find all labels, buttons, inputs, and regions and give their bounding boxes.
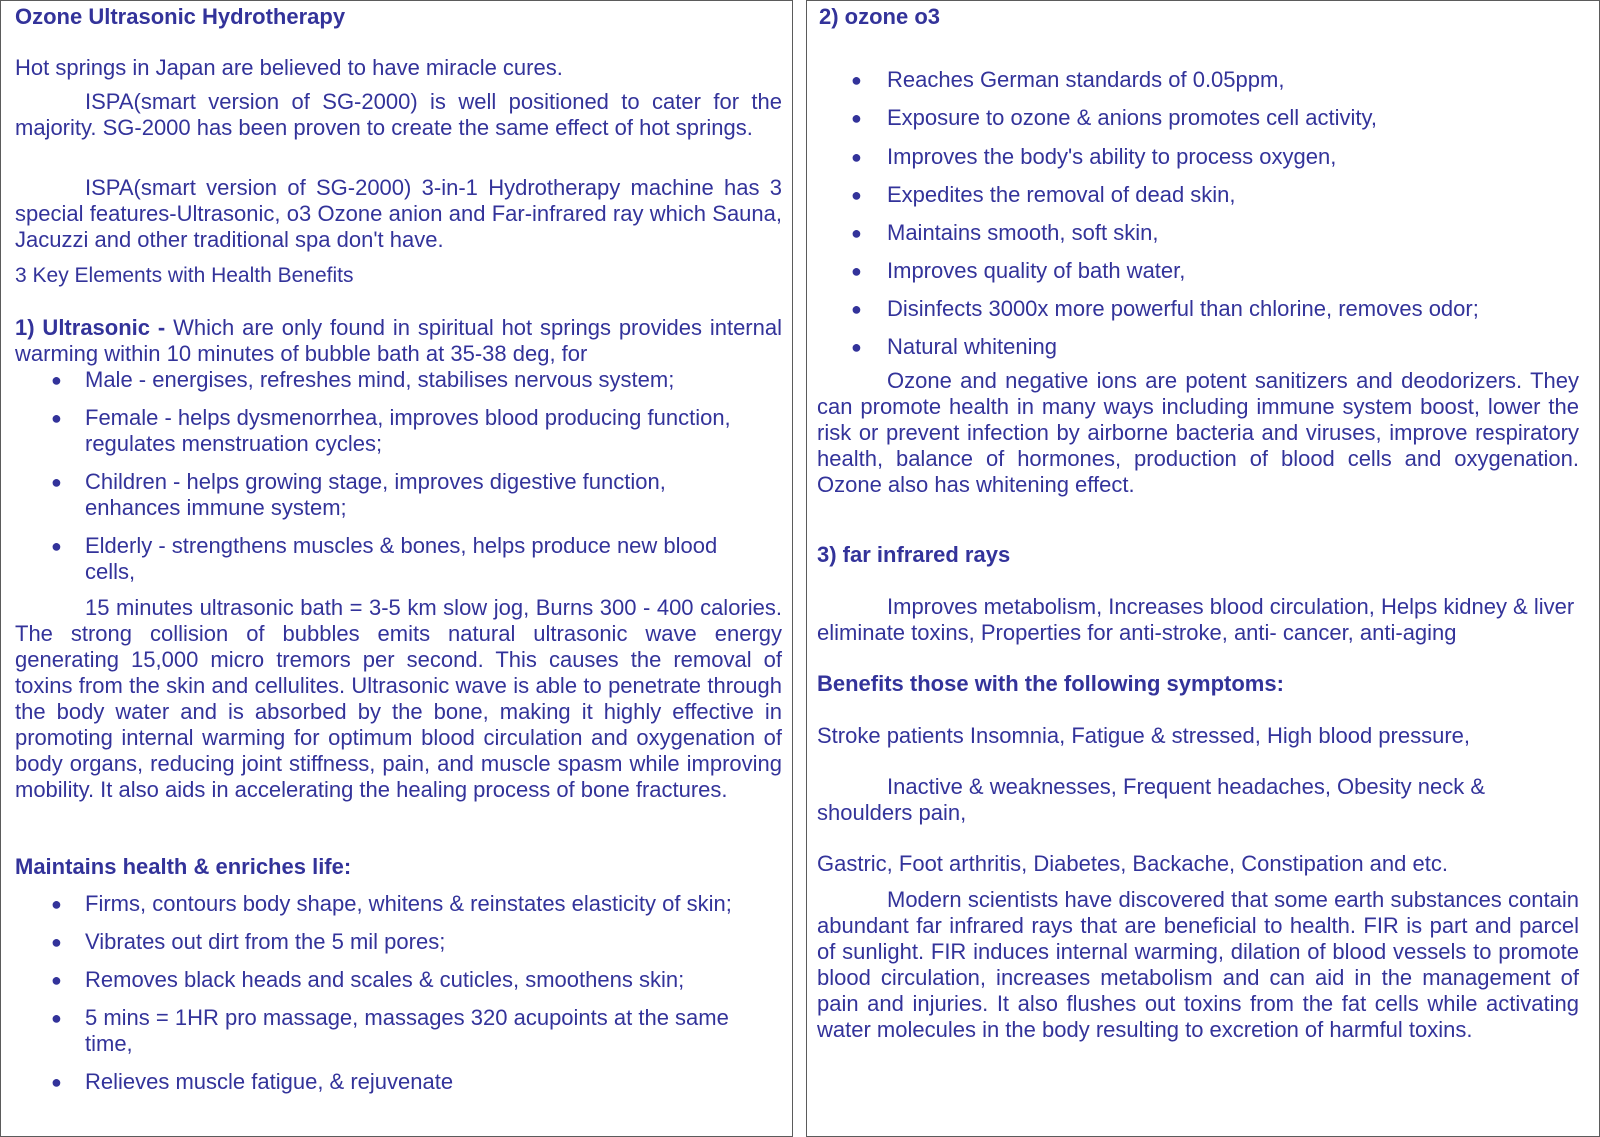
ultrasonic-heading: 1) Ultrasonic - [15,315,166,340]
bullet-icon: ● [851,223,862,243]
list-item: Male - energises, refreshes mind, stabilises nervous system; [85,367,675,392]
bullet-icon: ● [51,1072,62,1092]
bullet-icon: ● [51,1008,62,1028]
ultrasonic-section [15,315,782,367]
ispa-paragraph-2: ISPA(smart version of SG-2000) 3-in-1 Hydrotherapy machine has 3 special features-Ultrasonic, o3 Ozone anion and Far-infrared ray which Sauna, Jacuzzi and other traditional spa don't have. [15,175,782,252]
fir-heading: 3) far infrared rays [817,542,1011,567]
bullet-icon: ● [851,185,862,205]
list-item: Expedites the removal of dead skin, [887,182,1236,207]
list-item: 5 mins = 1HR pro massage, massages 320 acupoints at the same time, [85,1005,729,1056]
symptoms-line-2: Inactive & weaknesses, Frequent headaches, Obesity neck & shoulders pain, [817,774,1485,825]
intro-text: Hot springs in Japan are believed to have miracle cures. [15,55,563,80]
ozone-paragraph: Ozone and negative ions are potent sanitizers and deodorizers. They can promote health in many ways including immune system boost, lower the risk or prevent infection by airborne bacteria and viruses, improve respiratory health, balance of hormones, production of blood cells and oxygenation. Ozone also has whitening effect. [817,368,1579,497]
list-item: Disinfects 3000x more powerful than chlorine, removes odor; [887,296,1479,321]
bullet-icon: ● [851,337,862,357]
bullet-icon: ● [51,932,62,952]
list-item: Firms, contours body shape, whitens & reinstates elasticity of skin; [85,891,732,916]
list-item: Removes black heads and scales & cuticles, smoothens skin; [85,967,685,992]
bullet-icon: ● [851,299,862,319]
ultrasonic-intro: Which are only found in spiritual hot springs provides internal warming within 10 minutes of bubble bath at 35-38 deg, for [15,315,782,366]
ultrasonic-paragraph: 15 minutes ultrasonic bath = 3-5 km slow jog, Burns 300 - 400 calories. The strong collision of bubbles emits natural ultrasonic wave energy generating 15,000 micro tremors per second. This causes the removal of toxins from the skin and cellulites. Ultrasonic wave is able to penetrate through the body water and is absorbed by the bone, making it highly effective in promoting internal warming for optimum blood circulation and oxygenation of body organs, reducing joint stiffness, pain, and muscle spasm while improving mobility. It also aids in accelerating the healing process of bone fractures. [15,595,782,802]
bullet-icon: ● [51,408,62,428]
fir-paragraph-2: Modern scientists have discovered that some earth substances contain abundant far infrared rays that are beneficial to health. FIR is part and parcel of sunlight. FIR induces internal warming, dilation of blood vessels to promote blood circulation, increases metabolism and can aid in the management of pain and injuries. It also flushes out toxins from the fat cells while activating water molecules in the body resulting to excretion of harmful toxins. [817,887,1579,1042]
symptoms-line-3: Gastric, Foot arthritis, Diabetes, Backache, Constipation and etc. [817,851,1448,876]
list-item: Exposure to ozone & anions promotes cell activity, [887,105,1377,130]
bullet-icon: ● [51,472,62,492]
list-item: Improves the body's ability to process oxygen, [887,144,1337,169]
bullet-icon: ● [851,108,862,128]
list-item: Maintains smooth, soft skin, [887,220,1159,245]
bullet-icon: ● [51,970,62,990]
fir-paragraph: Improves metabolism, Increases blood circulation, Helps kidney & liver eliminate toxins, Properties for anti-stroke, anti- cancer, anti-aging [817,594,1575,645]
list-item: Reaches German standards of 0.05ppm, [887,67,1285,92]
bullet-icon: ● [51,370,62,390]
ispa-paragraph-1: ISPA(smart version of SG-2000) is well positioned to cater for the majority. SG-2000 has been proven to create the same effect of hot springs. [15,89,782,140]
list-item: Vibrates out dirt from the 5 mil pores; [85,929,446,954]
list-item: Elderly - strengthens muscles & bones, helps produce new blood cells, [85,533,718,584]
bullet-icon: ● [851,70,862,90]
list-item: Relieves muscle fatigue, & rejuvenate [85,1069,454,1094]
page-title: Ozone Ultrasonic Hydrotherapy [15,4,346,29]
list-item: Improves quality of bath water, [887,258,1186,283]
symptoms-line-1: Stroke patients Insomnia, Fatigue & stressed, High blood pressure, [817,723,1471,748]
list-item: Natural whitening [887,334,1057,359]
list-item: Children - helps growing stage, improves digestive function, enhances immune system; [85,469,666,520]
bullet-icon: ● [851,147,862,167]
list-item: Female - helps dysmenorrhea, improves blood producing function, regulates menstruation cycles; [85,405,731,456]
key-elements-label: 3 Key Elements with Health Benefits [15,264,354,287]
ozone-heading: 2) ozone o3 [819,4,941,29]
left-column [0,0,793,1137]
maintains-heading: Maintains health & enriches life: [15,854,352,879]
bullet-icon: ● [51,536,62,556]
right-column [806,0,1600,1137]
bullet-icon: ● [851,261,862,281]
bullet-icon: ● [51,894,62,914]
benefits-heading: Benefits those with the following symptoms: [817,671,1284,696]
